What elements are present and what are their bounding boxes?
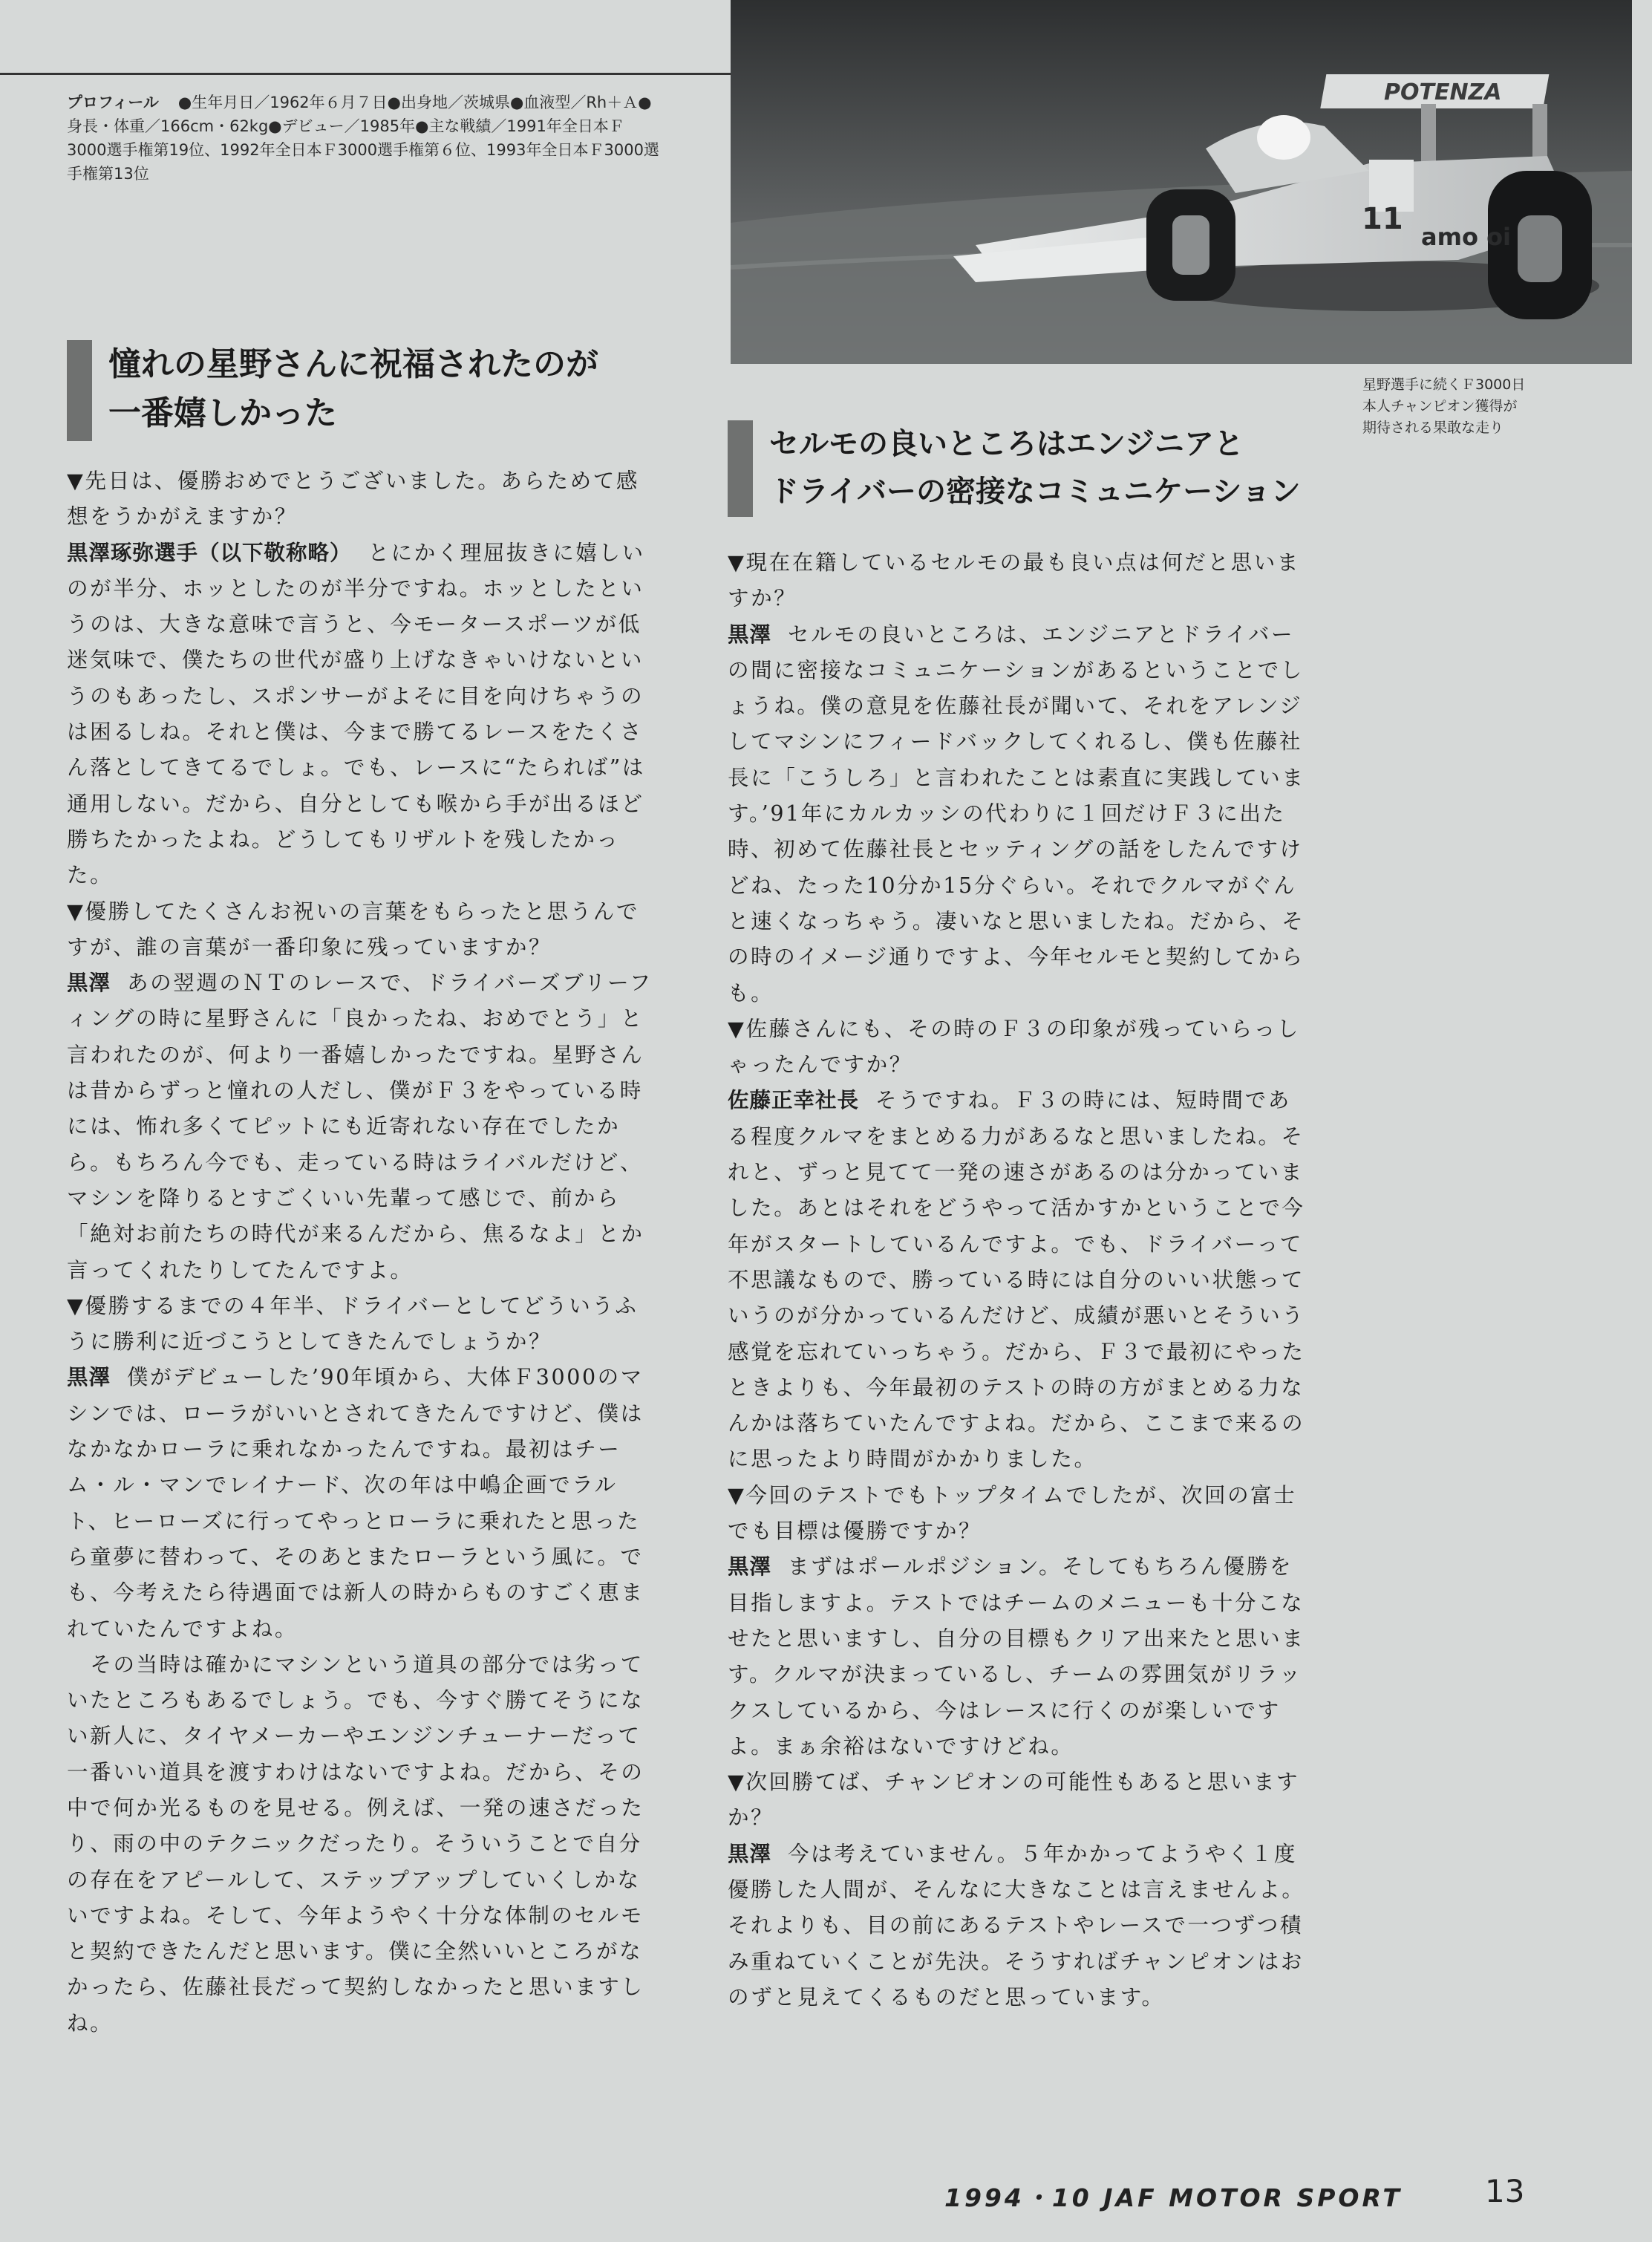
speaker-name: 佐藤正幸社長	[728, 1088, 860, 1113]
sponsor-logo-text: POTENZA	[1384, 79, 1502, 105]
interview-answer	[728, 617, 1307, 1011]
answer-text: とにかく理屈抜きに嬉しいのが半分、ホッとしたのが半分ですね。ホッとしたというのは、大きな意味で言うと、今モータースポーツが低迷気味で、僕たちの世代が盛り上げなきゃいけないというのもあったし、スポンサーがよそに目を向けちゃうのは困るしね。それと僕は、今まで勝てるレースをたくさん落としてきてるでしょ。でも、レースに“たられば”は通用しない。だから、自分としても喉から手が出るほど勝ちたかったよね。どうしてもリザルトを残したかった。	[67, 540, 646, 888]
interview-question: ▼ 今回のテストでもトップタイムでしたが、次回の富士でも目標は優勝ですか？	[728, 1478, 1307, 1550]
speaker-name: 黒澤	[67, 1365, 111, 1390]
interview-answer	[728, 1083, 1307, 1477]
heading-bar	[728, 420, 753, 517]
magazine-footer: 1994・10 JAF MOTOR SPORT	[944, 2183, 1403, 2212]
profile-label: プロフィール	[67, 94, 159, 111]
top-rule	[0, 73, 731, 75]
interview-answer	[728, 1549, 1307, 1764]
page-number: 13	[1485, 2173, 1525, 2209]
speaker-name: 黒澤	[728, 622, 772, 647]
heading-bar	[67, 340, 92, 441]
section-heading-1	[67, 340, 661, 441]
profile-text: ●生年月日／1962年６月７日●出身地／茨城県●血液型／Rh＋Ａ●身長・体重／166cm・62kg●デビュー／1985年●主な戦績／1991年全日本Ｆ3000選手権第19位、1992年全日本Ｆ3000選手権第６位、1993年全日本Ｆ3000選手権第13位	[67, 94, 659, 183]
interview-answer	[67, 535, 653, 894]
speaker-name: 黒澤琢弥選手（以下敬称略）	[67, 540, 352, 565]
heading-text: セルモの良いところはエンジニアと ドライバーの密接なコミュニケーション	[769, 427, 1301, 509]
article-column-2	[728, 545, 1307, 2015]
driver-profile	[67, 91, 661, 186]
interview-question: ▼ 先日は、優勝おめでとうございました。あらためて感想をうかがえますか？	[67, 463, 653, 535]
interview-answer	[67, 965, 653, 1288]
answer-text: そうですね。Ｆ３の時には、短時間である程度クルマをまとめる力があるなと思いましたね。それと、ずっと見てて一発の速さがあるのは分かっていました。あとはそれをどうやって活かすかということで今年がスタートしているんですよ。でも、ドライバーって不思議なもので、勝っている時には自分のいい状態っていうのが分かっているんだけど、成績が悪いとそういう感覚を忘れていっちゃう。だから、Ｆ３で最初にやったときよりも、今年最初のテストの時の方がまとめる力なんかは落ちていたんですよね。だから、ここまで来るのに思ったより時間がかかりました。	[728, 1088, 1305, 1472]
interview-answer	[67, 1360, 653, 1646]
interview-question: ▼ 優勝するまでの４年半、ドライバーとしてどういうふうに勝利に近づこうとしてきたんでしょうか？	[67, 1288, 653, 1360]
photo-caption: 星野選手に続くＦ3000日本人チャンピオン獲得が期待される果敢な走り	[1362, 377, 1526, 436]
heading-text: 憧れの星野さんに祝福されたのが 一番嬉しかった	[108, 345, 598, 432]
speaker-name: 黒澤	[728, 1841, 772, 1866]
article-column-1	[67, 463, 653, 2041]
interview-question: ▼ 佐藤さんにも、その時のＦ３の印象が残っていらっしゃったんですか？	[728, 1011, 1307, 1083]
car-number-text: 11	[1362, 202, 1403, 236]
section-heading-2	[728, 420, 1336, 517]
interview-question: ▼ 優勝してたくさんお祝いの言葉をもらったと思うんですが、誰の言葉が一番印象に残っていますか？	[67, 894, 653, 966]
answer-text: 僕がデビューした’90年頃から、大体Ｆ3000のマシンでは、ローラがいいとされてきたんですけど、僕はなかなかローラに乗れなかったんですね。最初はチーム・ル・マンでレイナード、次の年は中嶋企画でラルト、ヒーローズに行ってやっとローラに乗れたと思ったら童夢に替わって、そのあとまたローラという風に。でも、今考えたら待遇面では新人の時からものすごく恵まれていたんですよね。	[67, 1365, 644, 1641]
answer-text: 今は考えていません。５年かかってようやく１度優勝した人間が、そんなに大きなことは言えませんよ。それよりも、目の前にあるテストやレースで一つずつ積み重ねていくことが先決。そうすればチャンピオンはおのずと見えてくるものだと思っています。	[728, 1841, 1305, 2010]
speaker-name: 黒澤	[728, 1554, 772, 1580]
sidepod-sponsor-text: amo oi	[1421, 223, 1512, 251]
speaker-name: 黒澤	[67, 971, 111, 996]
answer-continuation: その当時は確かにマシンという道具の部分では劣っていたところもあるでしょう。でも、今すぐ勝てそうにない新人に、タイヤメーカーやエンジンチューナーだって一番いい道具を渡すわけはないですよね。だから、その中で何か光るものを見せる。例えば、一発の速さだったり、雨の中のテクニックだったり。そういうことで自分の存在をアピールして、ステップアップしていくしかないですよね。そして、今年ようやく十分な体制のセルモと契約できたんだと思います。僕に全然いいところがなかったら、佐藤社長だって契約しなかったと思いますしね。	[67, 1652, 644, 2036]
answer-text: セルモの良いところは、エンジニアとドライバーの間に密接なコミュニケーションがあるということでしょうね。僕の意見を佐藤社長が聞いて、それをアレンジしてマシンにフィードバックしてくれるし、僕も佐藤社長に「こうしろ」と言われたことは素直に実践しています。’91年にカルカッシの代わりに１回だけＦ３に出た時、初めて佐藤社長とセッティングの話をしたんですけどね、たった10分か15分ぐらい。それでクルマがぐんと速くなっちゃう。凄いなと思いましたね。だから、その時のイメージ通りですよ、今年セルモと契約してからも。	[728, 622, 1305, 1006]
race-car-photo	[731, 0, 1632, 364]
answer-text: まずはポールポジション。そしてもちろん優勝を目指しますよ。テストではチームのメニューも十分こなせたと思いますし、自分の目標もクリア出来たと思います。クルマが決まっているし、チームの雰囲気がリラックスしているから、今はレースに行くのが楽しいですよ。まぁ余裕はないですけどね。	[728, 1554, 1305, 1759]
interview-question: ▼ 現在在籍しているセルモの最も良い点は何だと思いますか？	[728, 545, 1307, 617]
interview-question: ▼ 次回勝てば、チャンピオンの可能性もあると思いますか？	[728, 1764, 1307, 1837]
interview-answer	[728, 1837, 1307, 2015]
answer-text: あの翌週のＮＴのレースで、ドライバーズブリーフィングの時に星野さんに「良かったね、おめでとう」と言われたのが、何より一番嬉しかったですね。星野さんは昔からずっと憧れの人だし、僕がＦ３をやっている時には、怖れ多くてピットにも近寄れない存在でしたから。もちろん今でも、走っている時はライバルだけど、マシンを降りるとすごくいい先輩って感じで、前から「絶対お前たちの時代が来るんだから、焦るなよ」とか言ってくれたりしてたんですよ。	[67, 971, 653, 1283]
